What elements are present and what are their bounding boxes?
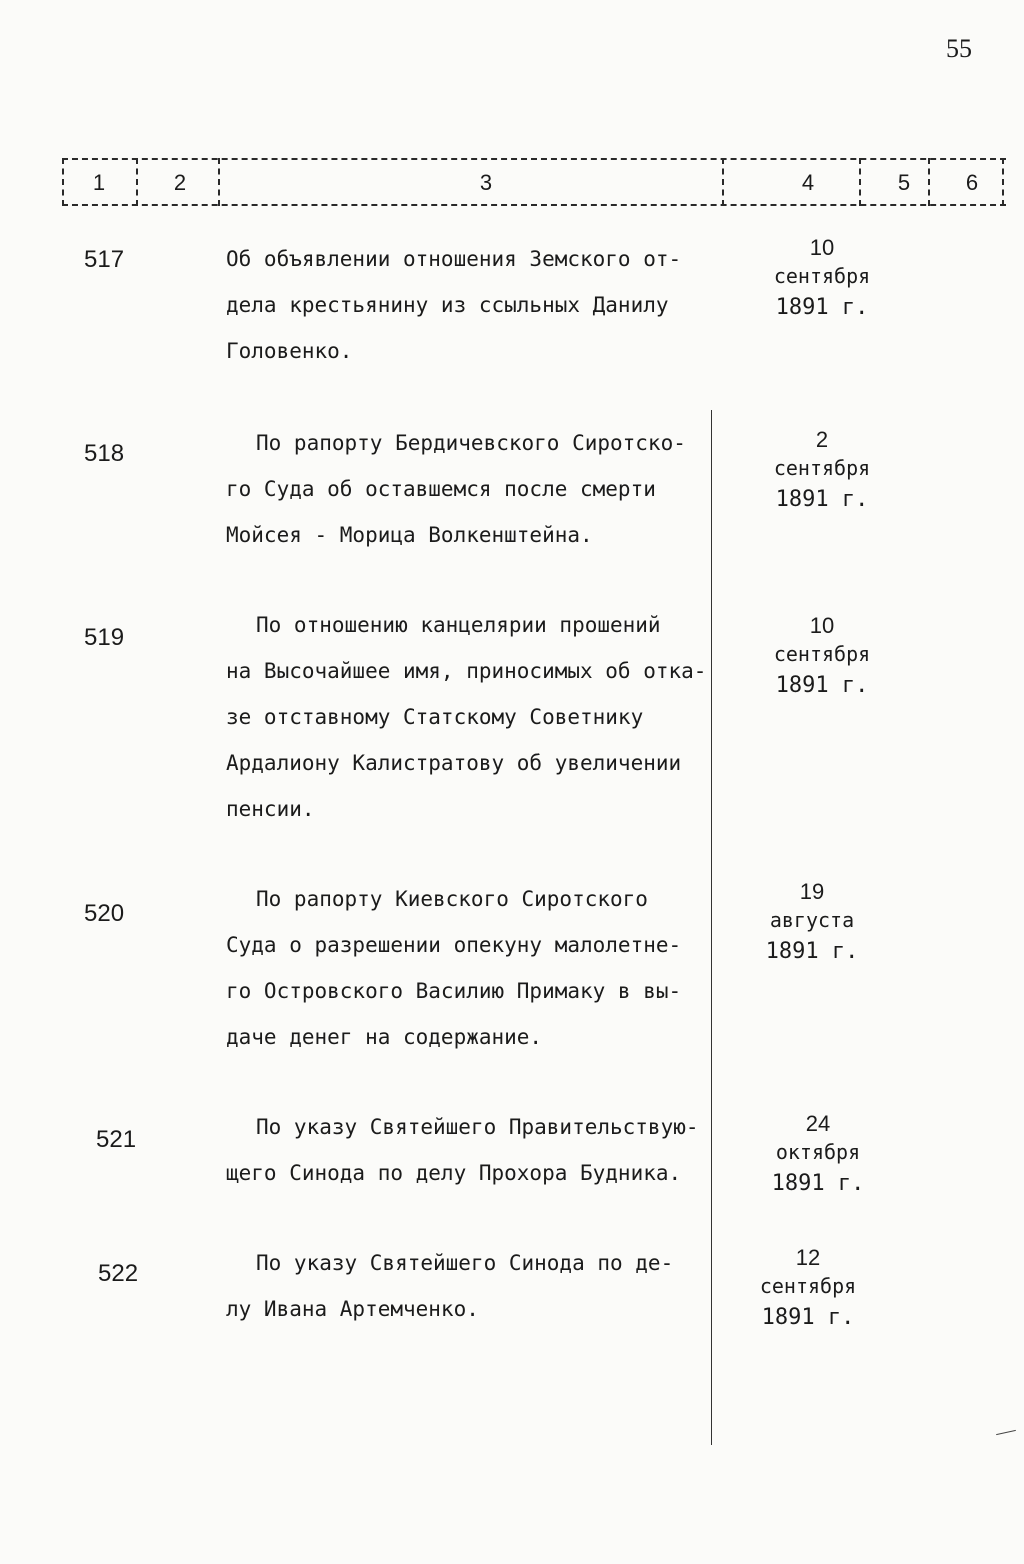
entry-date: [728, 1244, 888, 1332]
entry-line: даче денег на содержание.: [226, 1025, 543, 1049]
column-header-3: 3: [479, 170, 493, 195]
entry-line: зе отставному Статскому Советнику: [226, 705, 644, 729]
header-separator: [62, 158, 64, 206]
entry-description: [226, 420, 746, 558]
entry-line: го Островского Василию Примаку в вы-: [226, 979, 682, 1003]
column-header-2: 2: [173, 170, 187, 195]
entry-date: [742, 426, 902, 514]
date-day: 2: [815, 427, 829, 452]
date-month: сентября: [759, 1274, 857, 1298]
date-month: сентября: [773, 264, 871, 288]
date-day: 24: [805, 1111, 831, 1136]
date-year: 1891 г.: [775, 673, 869, 698]
header-separator: [1002, 158, 1004, 206]
column-header-band: [62, 158, 1006, 208]
margin-mark: [996, 1430, 1016, 1435]
entry-line: дела крестьянину из ссыльных Данилу: [226, 293, 669, 317]
header-separator: [722, 158, 724, 206]
entry-number: 519: [84, 624, 125, 651]
entry-line: По указу Святейшего Правительствую-: [256, 1115, 699, 1139]
entry-line: на Высочайшее имя, приносимых об отка-: [226, 659, 707, 683]
entry-line: го Суда об оставшемся после смерти: [226, 477, 656, 501]
entry-number: 520: [84, 900, 125, 927]
date-year: 1891 г.: [771, 1171, 865, 1196]
header-top-rule: [62, 158, 1006, 160]
header-bottom-rule: [62, 204, 1006, 206]
entry-line: По указу Святейшего Синода по де-: [256, 1251, 674, 1275]
date-year: 1891 г.: [775, 487, 869, 512]
entry-number: 517: [84, 246, 125, 273]
entry-date: [738, 1110, 898, 1198]
entry-number: 518: [84, 440, 125, 467]
entry-description: [226, 1240, 746, 1332]
entry-number: 521: [96, 1126, 137, 1153]
date-month: августа: [769, 908, 855, 932]
date-year: 1891 г.: [761, 1305, 855, 1330]
entry-description: [226, 876, 746, 1060]
entry-description: [226, 236, 746, 374]
date-month: сентября: [773, 456, 871, 480]
column-header-1: 1: [92, 170, 106, 195]
column-header-6: 6: [965, 170, 979, 195]
entry-line: Суда о разрешении опекуну малолетне-: [226, 933, 682, 957]
entry-line: Ардалиону Калистратову об увеличении: [226, 751, 682, 775]
entry-line: Об объявлении отношения Земского от-: [226, 247, 682, 271]
header-separator: [928, 158, 930, 206]
date-month: октября: [775, 1140, 861, 1164]
entry-number: 522: [98, 1260, 139, 1287]
entry-date: [742, 612, 902, 700]
entry-description: [226, 1104, 746, 1196]
date-year: 1891 г.: [765, 939, 859, 964]
column-header-4: 4: [801, 170, 815, 195]
column-header-5: 5: [897, 170, 911, 195]
date-day: 19: [799, 879, 825, 904]
date-month: сентября: [773, 642, 871, 666]
entry-line: лу Ивана Артемченко.: [226, 1297, 479, 1321]
header-separator: [859, 158, 861, 206]
date-day: 10: [809, 235, 835, 260]
entry-line: пенсии.: [226, 797, 315, 821]
date-year: 1891 г.: [775, 295, 869, 320]
entry-line: Мойсея - Морица Волкенштейна.: [226, 523, 593, 547]
entry-description: [226, 602, 746, 832]
header-separator: [218, 158, 220, 206]
header-separator: [136, 158, 138, 206]
entry-line: По отношению канцелярии прошений: [256, 613, 661, 637]
entry-date: [732, 878, 892, 966]
entry-line: По рапорту Киевского Сиротского: [256, 887, 648, 911]
entry-date: [742, 234, 902, 322]
entry-line: Головенко.: [226, 339, 353, 363]
date-day: 12: [795, 1245, 821, 1270]
entry-line: щего Синода по делу Прохора Будника.: [226, 1161, 682, 1185]
page-number: 55: [946, 34, 972, 63]
entry-line: По рапорту Бердичевского Сиротско-: [256, 431, 686, 455]
date-day: 10: [809, 613, 835, 638]
